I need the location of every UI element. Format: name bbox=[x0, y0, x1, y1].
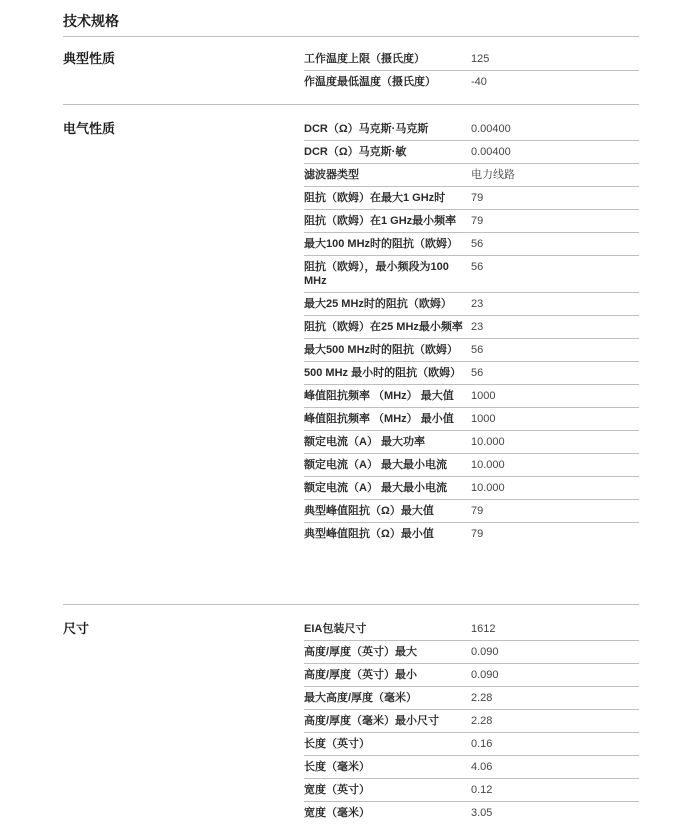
spec-row bbox=[304, 362, 639, 385]
title-divider bbox=[63, 36, 639, 37]
spec-label: 典型峰值阻抗（Ω）最大值 bbox=[304, 505, 434, 517]
spec-row bbox=[304, 641, 639, 664]
spec-row bbox=[304, 618, 639, 641]
spec-value: 23 bbox=[471, 298, 484, 310]
section-divider bbox=[63, 104, 639, 105]
spec-label: DCR（Ω）马克斯·马克斯 bbox=[304, 123, 429, 135]
spec-value: 79 bbox=[471, 528, 484, 540]
spec-value: 4.06 bbox=[471, 761, 493, 773]
spec-label: 最大25 MHz时的阻抗（欧姆） bbox=[304, 298, 452, 310]
spec-value: 56 bbox=[471, 261, 484, 273]
spec-row bbox=[304, 733, 639, 756]
spec-value: 0.12 bbox=[471, 784, 493, 796]
spec-row bbox=[304, 687, 639, 710]
spec-label: 长度（毫米） bbox=[304, 761, 370, 773]
spec-value: 125 bbox=[471, 53, 490, 65]
spec-row bbox=[304, 233, 639, 256]
spec-value: 0.00400 bbox=[471, 123, 511, 135]
spec-label: 高度/厚度（英寸）最大 bbox=[304, 646, 418, 658]
spec-label: 阻抗（欧姆），最小频段为100 MHz bbox=[304, 261, 449, 287]
spec-value: 10.000 bbox=[471, 482, 505, 494]
spec-value: 23 bbox=[471, 321, 484, 333]
spec-value: -40 bbox=[471, 76, 487, 88]
spec-row bbox=[304, 385, 639, 408]
spec-label: 峰值阻抗频率 （MHz） 最大值 bbox=[304, 390, 454, 402]
spec-row bbox=[304, 779, 639, 802]
spec-table bbox=[304, 118, 639, 545]
spec-label: 最大高度/厚度（毫米） bbox=[304, 692, 418, 704]
spec-row bbox=[304, 431, 639, 454]
spec-row bbox=[304, 71, 639, 93]
spec-label: 高度/厚度（英寸）最小 bbox=[304, 669, 418, 681]
spec-label: 最大500 MHz时的阻抗（欧姆） bbox=[304, 344, 459, 356]
spec-label: 500 MHz 最小时的阻抗（欧姆） bbox=[304, 367, 462, 379]
spec-label: 最大100 MHz时的阻抗（欧姆） bbox=[304, 238, 459, 250]
spec-row bbox=[304, 454, 639, 477]
spec-value: 0.00400 bbox=[471, 146, 511, 158]
spec-row bbox=[304, 339, 639, 362]
spec-label: 额定电流（A） 最大最小电流 bbox=[304, 482, 447, 494]
spec-row bbox=[304, 756, 639, 779]
spec-value: 10.000 bbox=[471, 436, 505, 448]
spec-value: 0.090 bbox=[471, 669, 499, 681]
spec-value: 0.16 bbox=[471, 738, 493, 750]
spec-value: 56 bbox=[471, 238, 484, 250]
spec-row bbox=[304, 500, 639, 523]
spec-row bbox=[304, 710, 639, 733]
spec-value: 2.28 bbox=[471, 692, 493, 704]
spec-row bbox=[304, 256, 639, 293]
spec-value: 0.090 bbox=[471, 646, 499, 658]
spec-row bbox=[304, 187, 639, 210]
spec-value: 56 bbox=[471, 367, 484, 379]
spec-label: 阻抗（欧姆）在1 GHz最小频率 bbox=[304, 215, 457, 227]
spec-table bbox=[304, 48, 639, 93]
spec-row bbox=[304, 118, 639, 141]
spec-row bbox=[304, 164, 639, 187]
section-heading: 电气性质 bbox=[63, 121, 116, 136]
spec-value: 1000 bbox=[471, 413, 496, 425]
spec-value: 79 bbox=[471, 215, 484, 227]
spec-value: 10.000 bbox=[471, 459, 505, 471]
spec-value: 电力线路 bbox=[471, 169, 515, 181]
spec-label: EIA包装尺寸 bbox=[304, 623, 367, 635]
spec-row bbox=[304, 48, 639, 71]
spec-label: 峰值阻抗频率 （MHz） 最小值 bbox=[304, 413, 454, 425]
section-divider bbox=[63, 604, 639, 605]
spec-label: DCR（Ω）马克斯·敏 bbox=[304, 146, 407, 158]
spec-value: 79 bbox=[471, 505, 484, 517]
spec-label: 典型峰值阻抗（Ω）最小值 bbox=[304, 528, 434, 540]
spec-table bbox=[304, 618, 639, 824]
spec-row bbox=[304, 523, 639, 545]
spec-row bbox=[304, 802, 639, 824]
spec-value: 2.28 bbox=[471, 715, 493, 727]
spec-label: 高度/厚度（毫米）最小尺寸 bbox=[304, 715, 440, 727]
spec-value: 56 bbox=[471, 344, 484, 356]
spec-value: 79 bbox=[471, 192, 484, 204]
spec-row bbox=[304, 477, 639, 500]
spec-label: 长度（英寸） bbox=[304, 738, 370, 750]
spec-label: 阻抗（欧姆）在25 MHz最小频率 bbox=[304, 321, 463, 333]
spec-value: 1612 bbox=[471, 623, 496, 635]
spec-label: 额定电流（A） 最大最小电流 bbox=[304, 459, 447, 471]
spec-label: 阻抗（欧姆）在最大1 GHz时 bbox=[304, 192, 446, 204]
spec-label: 作温度最低温度（摄氏度） bbox=[304, 76, 436, 88]
spec-label: 工作温度上限（摄氏度） bbox=[304, 53, 425, 65]
spec-value: 3.05 bbox=[471, 807, 493, 819]
spec-label: 宽度（毫米） bbox=[304, 807, 370, 819]
spec-row bbox=[304, 316, 639, 339]
spec-row bbox=[304, 141, 639, 164]
section-heading: 典型性质 bbox=[63, 51, 116, 66]
spec-label: 滤波器类型 bbox=[304, 169, 359, 181]
spec-label: 宽度（英寸） bbox=[304, 784, 370, 796]
spec-label: 额定电流（A） 最大功率 bbox=[304, 436, 425, 448]
page-title: 技术规格 bbox=[63, 13, 119, 29]
spec-value: 1000 bbox=[471, 390, 496, 402]
spec-row bbox=[304, 664, 639, 687]
spec-row bbox=[304, 293, 639, 316]
spec-row bbox=[304, 210, 639, 233]
spec-row bbox=[304, 408, 639, 431]
section-heading: 尺寸 bbox=[63, 621, 90, 636]
